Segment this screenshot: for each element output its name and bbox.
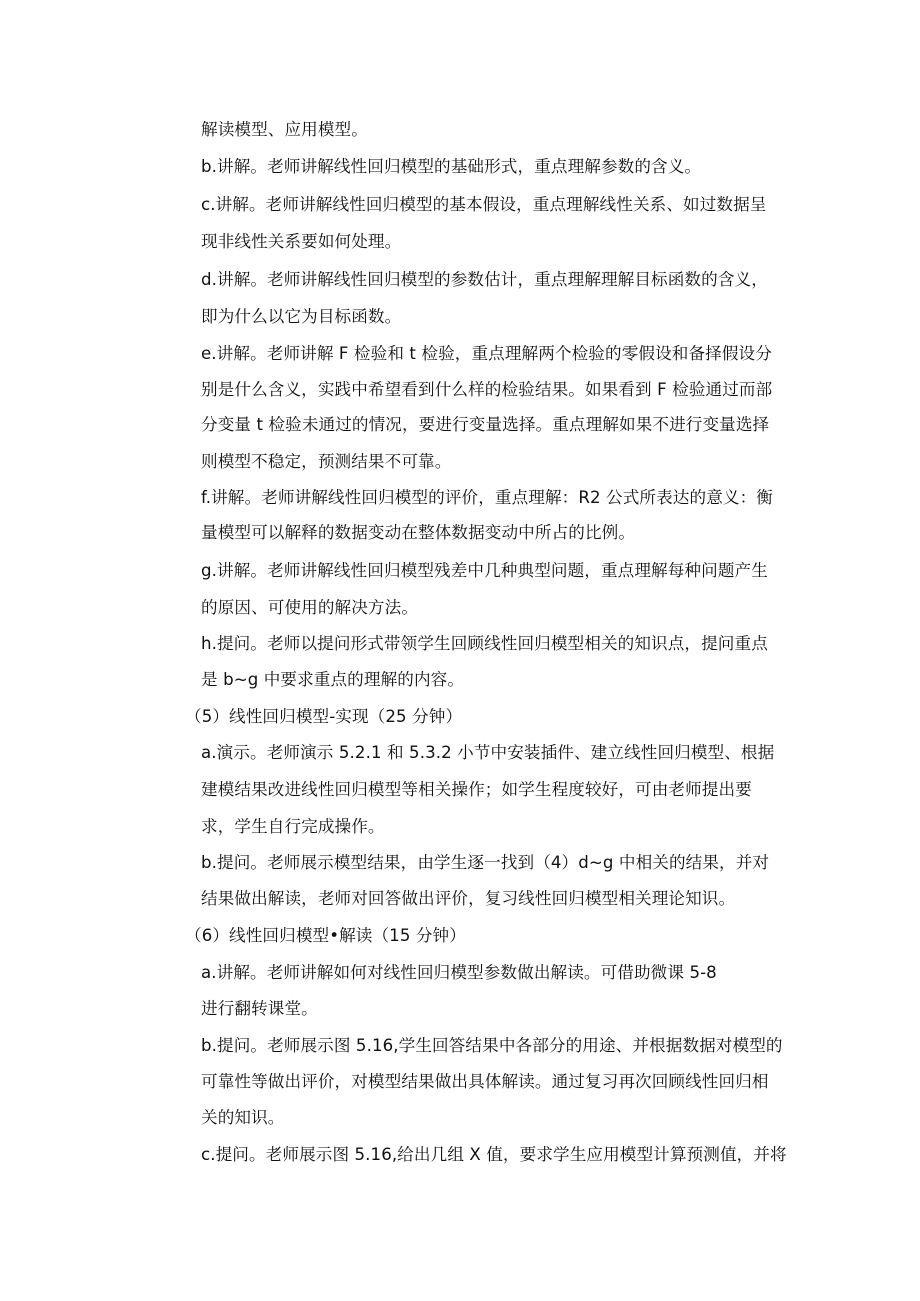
text-line: c.讲解。老师讲解线性回归模型的基本假设，重点理解线性关系、如过数据呈	[201, 195, 767, 214]
text-line: 求，学生自行完成操作。	[201, 817, 385, 836]
text-line: 别是什么含义，实践中希望看到什么样的检验结果。如果看到 F 检验通过而部	[201, 380, 773, 399]
text-line: f.讲解。老师讲解线性回归模型的评价，重点理解：R2 公式所表达的意义：衡	[201, 488, 773, 507]
text-line: c.提问。老师展示图 5.16,给出几组 X 值，要求学生应用模型计算预测值，并将	[201, 1145, 787, 1164]
text-line: b.讲解。老师讲解线性回归模型的基础形式，重点理解参数的含义。	[201, 157, 702, 176]
text-line: 的原因、可使用的解决方法。	[201, 598, 419, 617]
text-line: a.演示。老师演示 5.2.1 和 5.3.2 小节中安装插件、建立线性回归模型、根据	[201, 743, 775, 762]
text-line: 关的知识。	[201, 1108, 285, 1127]
text-line: b.提问。老师展示模型结果，由学生逐一找到（4）d~g 中相关的结果，并对	[201, 853, 770, 872]
text-line: 即为什么以它为目标函数。	[201, 307, 402, 326]
section-heading: （5）线性回归模型-实现（25 分钟）	[185, 707, 463, 726]
text-line: 结果做出解读，老师对回答做出评价，复习线性回归模型相关理论知识。	[201, 889, 736, 908]
section-heading: （6）线性回归模型•解读（15 分钟）	[185, 926, 466, 945]
text-line: 进行翻转课堂。	[201, 999, 318, 1018]
text-line: 建模结果改进线性回归模型等相关操作；如学生程度较好，可由老师提出要	[201, 780, 752, 799]
text-line: h.提问。老师以提问形式带领学生回顾线性回归模型相关的知识点，提问重点	[201, 634, 768, 653]
text-line: d.讲解。老师讲解线性回归模型的参数估计，重点理解理解目标函数的含义，	[201, 270, 768, 289]
text-line: e.讲解。老师讲解 F 检验和 t 检验，重点理解两个检验的零假设和备择假设分	[201, 344, 772, 363]
text-line: 是 b~g 中要求重点的理解的内容。	[201, 670, 465, 689]
text-line: 分变量 t 检验未通过的情况，要进行变量选择。重点理解如果不进行变量选择	[201, 415, 770, 434]
text-line: 现非线性关系要如何处理。	[201, 232, 402, 251]
text-line: g.讲解。老师讲解线性回归模型残差中几种典型问题，重点理解每种问题产生	[201, 561, 768, 580]
text-line: 解读模型、应用模型。	[201, 120, 368, 139]
text-line: 可靠性等做出评价，对模型结果做出具体解读。通过复习再次回顾线性回归相	[201, 1072, 769, 1091]
text-line: 量模型可以解释的数据变动在整体数据变动中所占的比例。	[201, 523, 636, 542]
text-line: a.讲解。老师讲解如何对线性回归模型参数做出解读。可借助微课 5-8	[201, 963, 717, 982]
text-line: b.提问。老师展示图 5.16,学生回答结果中各部分的用途、并根据数据对模型的	[201, 1036, 783, 1055]
text-line: 则模型不稳定，预测结果不可靠。	[201, 452, 452, 471]
